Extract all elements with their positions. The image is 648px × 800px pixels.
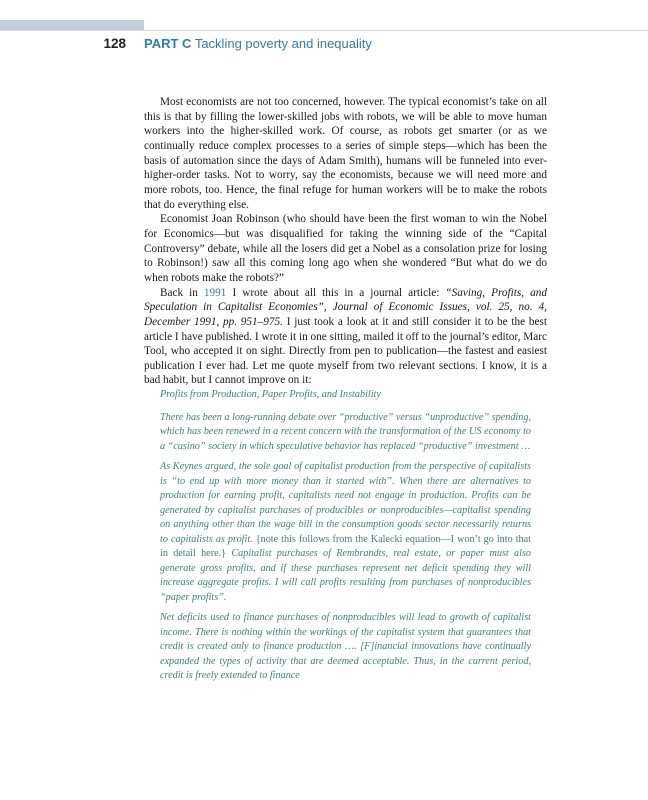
quote-editorial-note: {note this follows from the Kalecki equation—I won’t go into that in detail here.} [160, 533, 531, 559]
quote-paragraph-1: There has been a long-running debate over “productive” versus “unproductive” spending, which has been renewed in a recent concern with the transformation of the US economy to a “casino” society in which speculative behavior has replaced “productive” investment … [160, 411, 531, 452]
block-quote [160, 388, 531, 684]
chapter-title: Tackling poverty and inequality [194, 36, 372, 51]
page-number: 128 [103, 36, 126, 51]
paragraph-3 [144, 286, 547, 389]
quote-paragraph-2 [160, 460, 531, 605]
paragraph-3-rest: I just took a look at it and still consider it to be the best article I have published. I wrote it in one sitting, mailed it off to the journal’s editor, Marc Tool, who accepted it on sight. Directly from pen to publication—the fastest and easiest publication I ever had. Let me quote myself from two relevant sections. I know, it is a bad habit, but I cannot improve on it: [144, 315, 548, 387]
running-head [144, 36, 372, 51]
paragraph-1: Most economists are not too concerned, however. The typical economist’s take on all this is that by filling the lower-skilled jobs with robots, we will be able to move human workers into the higher-skilled work. Of course, as robots get smarter (or as we continually reduce complex processes to a series of simple steps—which has been the basis of automation since the days of Adam Smith), humans will be funneled into ever-higher-order tasks. Not to worry, say the economists, because we will need more and more robots, too. Hence, the final refuge for human workers will be to make the robots that do everything else. [144, 96, 547, 211]
year-link[interactable]: 1991 [203, 286, 227, 299]
quote-title: Profits from Production, Paper Profits, and Instability [160, 389, 381, 400]
quote-paragraph-2-start: As Keynes argued, the sole goal of capitalist production from the perspective of capitalists is “to end up with more money than it started with”. When there are alternatives to production for earning profit, capitalists need not engage in production. Profits can be generated by capitalist purchases of producibles or nonproducibles—capitalist spending on anything other than the wage bill in the consumption goods sector necessarily returns to capitalists as profit. [160, 461, 531, 545]
paragraph-2: Economist Joan Robinson (who should have been the first woman to win the Nobel for Economics—but was disqualified for taking the winning side of the “Capital Controversy” debate, while all the losers did get a Nobel as a consolation prize for losing to Robinson!) saw all this coming long ago when she wondered “But what do we do when robots make the robots?” [144, 213, 547, 284]
paragraph-3-intro: I wrote about all this in a journal article: [232, 286, 440, 299]
header-rule [0, 30, 648, 31]
running-header [0, 34, 648, 54]
body-text [144, 95, 547, 388]
journal-citation: “Saving, Profits, and Speculation in Capitalist Economies”, Journal of Economic Issues, vol. 25, no. 4, December 1991, pp. 951–975. [144, 286, 548, 328]
paragraph-3-start: Back in [160, 286, 198, 299]
part-label: PART C [144, 36, 192, 51]
header-accent-bar [0, 20, 144, 30]
quote-paragraph-2-end: Capitalist purchases of Rembrandts, real estate, or paper must also generate gross profits, and if these purchases represent net deficit spending they will increase aggregate profits. I will call profits resulting from purchases of nonproducibles “paper profits”. [160, 548, 531, 603]
quote-paragraph-3: Net deficits used to finance purchases of nonproducibles will lead to growth of capitalist income. There is nothing within the workings of the capitalist system that guarantees that credit is created only to finance production …. [F]inancial innovations have continually expanded the types of activity that are deemed acceptable. Thus, in the current period, credit is freely extended to finance [160, 612, 531, 681]
